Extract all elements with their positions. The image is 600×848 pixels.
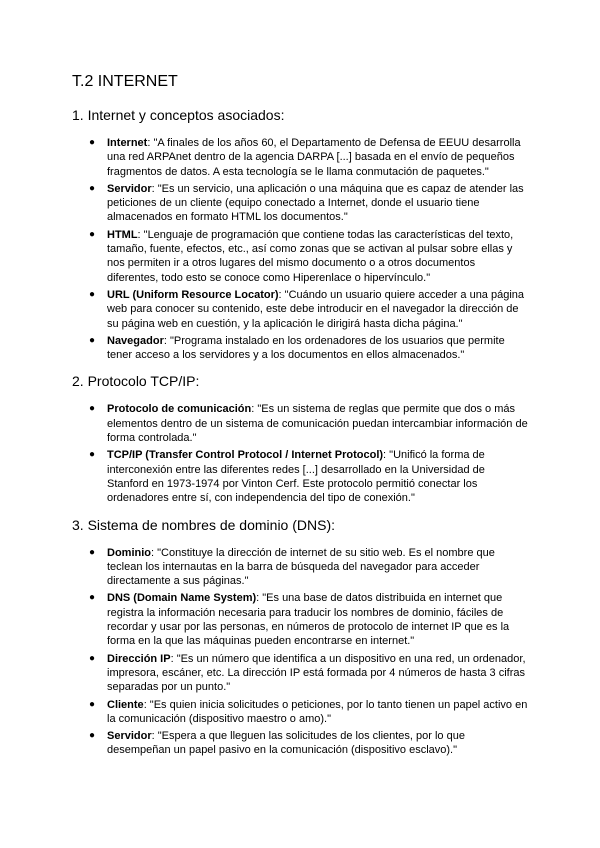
bullet-icon: ●: [89, 403, 96, 415]
list-item: [89, 182, 528, 225]
list-item: [89, 546, 528, 589]
term-label: Protocolo de comunicación: [107, 403, 252, 416]
list-item: [89, 698, 528, 727]
list-item: [89, 652, 528, 695]
term-label: Navegador: [107, 334, 164, 347]
term-label: Internet: [107, 137, 148, 149]
list-item: [89, 136, 528, 179]
bullet-icon: ●: [89, 592, 96, 604]
bullet-icon: ●: [89, 730, 96, 742]
bullet-icon: ●: [89, 449, 96, 461]
list-item: [89, 448, 528, 505]
list-item: [89, 288, 528, 331]
section-list-internet: [72, 136, 528, 362]
definition-text: : "Es un sistema de reglas que permite que dos o más elementos dentro de un sistema de comunicación puedan intercambiar información de forma controlada.": [107, 403, 528, 445]
definition-text: : "Es una base de datos distribuida en internet que registra la información necesaria para traducir los nombres de dominio, fáciles de recordar y usar por las personas, en números de protocolo de internet IP que es la forma en la que las máquinas pueden encontrarse en internet.": [107, 592, 510, 648]
definition-text: : "Programa instalado en los ordenadores de los usuarios que permite tener acceso a los servidores y a los documentos en ellos almacenados.": [107, 334, 505, 362]
list-item: [89, 729, 528, 758]
section-heading-internet: 1. Internet y conceptos asociados:: [72, 107, 285, 123]
term-label: Dirección IP: [107, 652, 171, 665]
definition-text: : "Es quien inicia solicitudes o peticiones, por lo tanto tienen un papel activo en la comunicación (dispositivo maestro o amo).": [107, 698, 528, 725]
list-item: [89, 334, 528, 363]
bullet-icon: ●: [89, 182, 96, 194]
term-label: URL (Uniform Resource Locator): [107, 288, 279, 301]
definition-text: : "Constituye la dirección de internet de su sitio web. Es el nombre que teclean los internautas en la barra de búsqueda del navegador para acceder directamente a sus páginas.": [107, 546, 495, 588]
definition-text: : "Espera a que lleguen las solicitudes de los clientes, por lo que desempeñan un papel pasivo en la comunicación (dispositivo esclavo).": [107, 730, 465, 757]
bullet-icon: ●: [89, 546, 96, 558]
section-list-tcpip: [72, 402, 528, 505]
definition-text: : "A finales de los años 60, el Departamento de Defensa de EEUU desarrolla una red ARPAnet dentro de la agencia DARPA [...] basada en el envío de pequeños fragmentos de datos. A esta tecnología se le llama conmutación de paquetes.": [107, 137, 521, 178]
bullet-icon: ●: [89, 228, 96, 240]
bullet-icon: ●: [89, 652, 96, 664]
section-heading-tcpip: 2. Protocolo TCP/IP:: [72, 373, 200, 390]
term-label: Servidor: [107, 730, 152, 743]
section-list-dns: [72, 546, 528, 758]
bullet-icon: ●: [89, 334, 96, 346]
bullet-icon: ●: [89, 137, 96, 148]
term-label: TCP/IP (Transfer Control Protocol / Internet Protocol): [107, 449, 384, 462]
term-label: Cliente: [107, 698, 144, 711]
term-label: Servidor: [107, 182, 152, 195]
bullet-icon: ●: [89, 698, 96, 710]
term-label: Dominio: [107, 546, 151, 559]
section-heading-dns: 3. Sistema de nombres de dominio (DNS):: [72, 516, 335, 533]
definition-text: : "Unificó la forma de interconexión entre las diferentes redes [...] desarrollado en la Universidad de Stanford en 1973-1974 por Vinton Cerf. Este protocolo permitió conectar los ordenadores entre sí, con independencia del tipo de conexión.": [107, 449, 485, 505]
page-title: T.2 INTERNET: [72, 73, 178, 90]
list-item: [89, 591, 528, 648]
term-label: DNS (Domain Name System): [107, 592, 257, 605]
bullet-icon: ●: [89, 288, 96, 300]
definition-text: : "Es un servicio, una aplicación o una máquina que es capaz de atender las peticiones de un cliente (equipo conectado a Internet, donde el usuario tiene almacenados en formato HTML los documentos.": [107, 182, 524, 224]
definition-text: : "Lenguaje de programación que contiene todas las características del texto, tamaño, fuente, efectos, etc., así como zonas que se activan al pulsar sobre ellas y nos permiten ir a otros lugares del mismo documento o a otros documentos diferentes, todo esto se conoce como Hiperenlace o hipervínculo.": [107, 228, 514, 284]
list-item: [89, 402, 528, 445]
term-label: HTML: [107, 228, 138, 241]
definition-text: : "Cuándo un usuario quiere acceder a una página web para conocer su contenido, este debe introducir en el navegador la dirección de su página web en cuestión, y la aplicación le dirigirá hasta dicha página.": [107, 288, 525, 330]
definition-text: : "Es un número que identifica a un dispositivo en una red, un ordenador, impresora, escáner, etc. La dirección IP está formada por 4 números de hasta 3 cifras separadas por un punto.": [107, 652, 526, 694]
list-item: [89, 228, 528, 285]
